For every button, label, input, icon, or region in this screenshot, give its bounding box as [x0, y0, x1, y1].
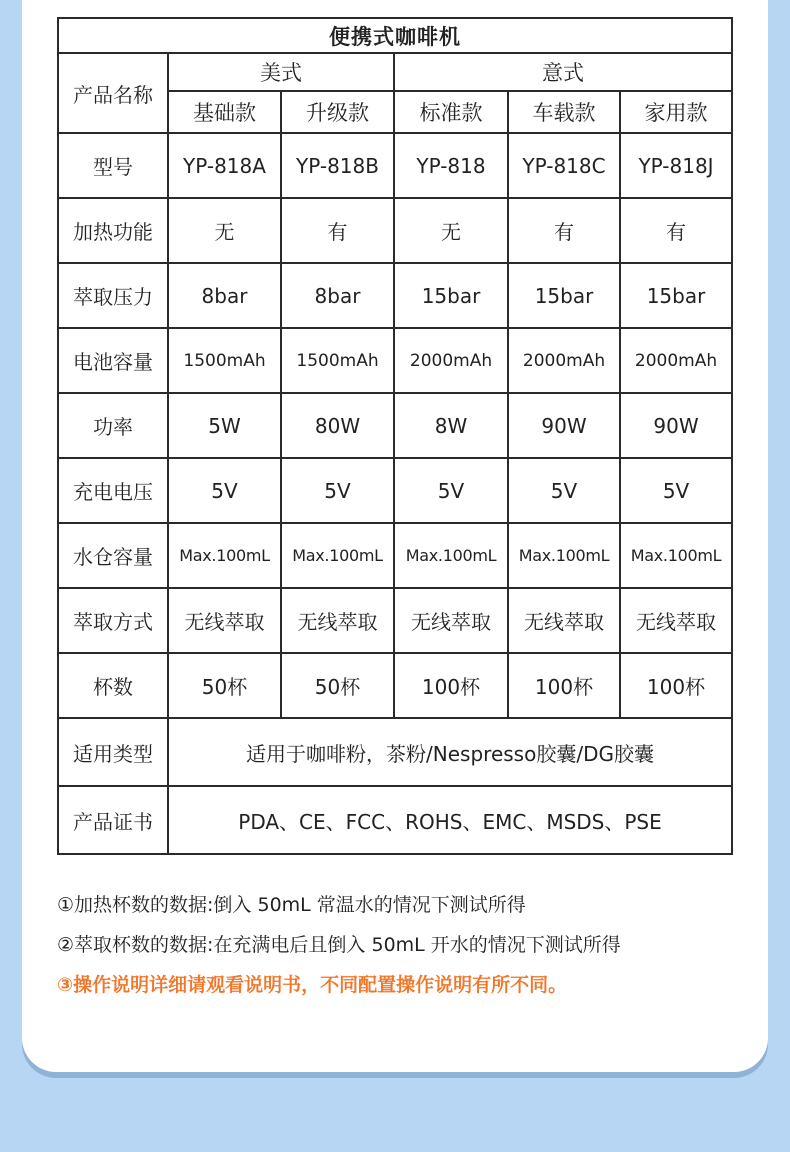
- row-label: 萃取压力: [58, 263, 168, 328]
- table-cell: 2000mAh: [508, 328, 620, 393]
- table-cell: 5V: [281, 458, 394, 523]
- model-header: 家用款: [620, 91, 732, 133]
- row-label: 加热功能: [58, 198, 168, 263]
- spec-card: [22, 0, 768, 1072]
- table-cell: 无: [394, 198, 508, 263]
- table-cell: Max.100mL: [508, 523, 620, 588]
- model-header: 升级款: [281, 91, 394, 133]
- table-cell: YP-818B: [281, 133, 394, 198]
- table-row: [58, 588, 732, 653]
- row-label: 萃取方式: [58, 588, 168, 653]
- table-cell: 1500mAh: [168, 328, 281, 393]
- table-cell: 5W: [168, 393, 281, 458]
- spec-table: [57, 17, 733, 855]
- table-cell: 无线萃取: [394, 588, 508, 653]
- applicable-type-value: 适用于咖啡粉，茶粉/Nespresso胶囊/DG胶囊: [168, 718, 732, 786]
- table-cell: 15bar: [394, 263, 508, 328]
- table-cell: YP-818C: [508, 133, 620, 198]
- table-cell: Max.100mL: [394, 523, 508, 588]
- table-cell: 无线萃取: [508, 588, 620, 653]
- table-cell: 无线萃取: [281, 588, 394, 653]
- note-warning: ③操作说明详细请观看说明书，不同配置操作说明有所不同。: [57, 974, 568, 996]
- table-cell: 5V: [168, 458, 281, 523]
- table-cell: 8bar: [168, 263, 281, 328]
- table-row: [58, 458, 732, 523]
- table-cell: YP-818A: [168, 133, 281, 198]
- table-cell: 100杯: [620, 653, 732, 718]
- row-label: 电池容量: [58, 328, 168, 393]
- table-cell: 8bar: [281, 263, 394, 328]
- certificates-label: 产品证书: [58, 786, 168, 854]
- group-header-italian: 意式: [394, 53, 732, 91]
- table-cell: YP-818: [394, 133, 508, 198]
- table-cell: 无线萃取: [620, 588, 732, 653]
- product-name-header: 产品名称: [58, 53, 168, 133]
- applicable-type-label: 适用类型: [58, 718, 168, 786]
- table-cell: 50杯: [168, 653, 281, 718]
- certificates-value: PDA、CE、FCC、ROHS、EMC、MSDS、PSE: [168, 786, 732, 854]
- table-cell: 有: [620, 198, 732, 263]
- table-cell: 5V: [508, 458, 620, 523]
- table-cell: 有: [281, 198, 394, 263]
- table-cell: 15bar: [508, 263, 620, 328]
- table-cell: 8W: [394, 393, 508, 458]
- table-cell: 50杯: [281, 653, 394, 718]
- table-cell: 1500mAh: [281, 328, 394, 393]
- row-label: 充电电压: [58, 458, 168, 523]
- note-extraction: ②萃取杯数的数据:在充满电后且倒入 50mL 开水的情况下测试所得: [57, 934, 621, 956]
- table-row: [58, 133, 732, 198]
- table-row: [58, 198, 732, 263]
- table-cell: 5V: [620, 458, 732, 523]
- table-row: [58, 328, 732, 393]
- table-cell: Max.100mL: [168, 523, 281, 588]
- row-label: 水仓容量: [58, 523, 168, 588]
- table-cell: 90W: [508, 393, 620, 458]
- table-cell: 90W: [620, 393, 732, 458]
- table-title: 便携式咖啡机: [58, 18, 732, 53]
- table-cell: YP-818J: [620, 133, 732, 198]
- table-cell: 2000mAh: [394, 328, 508, 393]
- row-label: 型号: [58, 133, 168, 198]
- table-cell: 15bar: [620, 263, 732, 328]
- table-cell: 有: [508, 198, 620, 263]
- table-row: [58, 263, 732, 328]
- table-cell: 无线萃取: [168, 588, 281, 653]
- table-row: [58, 653, 732, 718]
- table-cell: 100杯: [394, 653, 508, 718]
- table-cell: 无: [168, 198, 281, 263]
- table-row: [58, 393, 732, 458]
- notes: [57, 885, 757, 1005]
- group-header-american: 美式: [168, 53, 394, 91]
- model-header: 基础款: [168, 91, 281, 133]
- table-cell: 5V: [394, 458, 508, 523]
- table-cell: 80W: [281, 393, 394, 458]
- note-heating: ①加热杯数的数据:倒入 50mL 常温水的情况下测试所得: [57, 894, 526, 916]
- table-row: [58, 523, 732, 588]
- model-header: 标准款: [394, 91, 508, 133]
- table-cell: Max.100mL: [281, 523, 394, 588]
- table-cell: 2000mAh: [620, 328, 732, 393]
- row-label: 杯数: [58, 653, 168, 718]
- table-cell: 100杯: [508, 653, 620, 718]
- table-cell: Max.100mL: [620, 523, 732, 588]
- row-label: 功率: [58, 393, 168, 458]
- model-header: 车载款: [508, 91, 620, 133]
